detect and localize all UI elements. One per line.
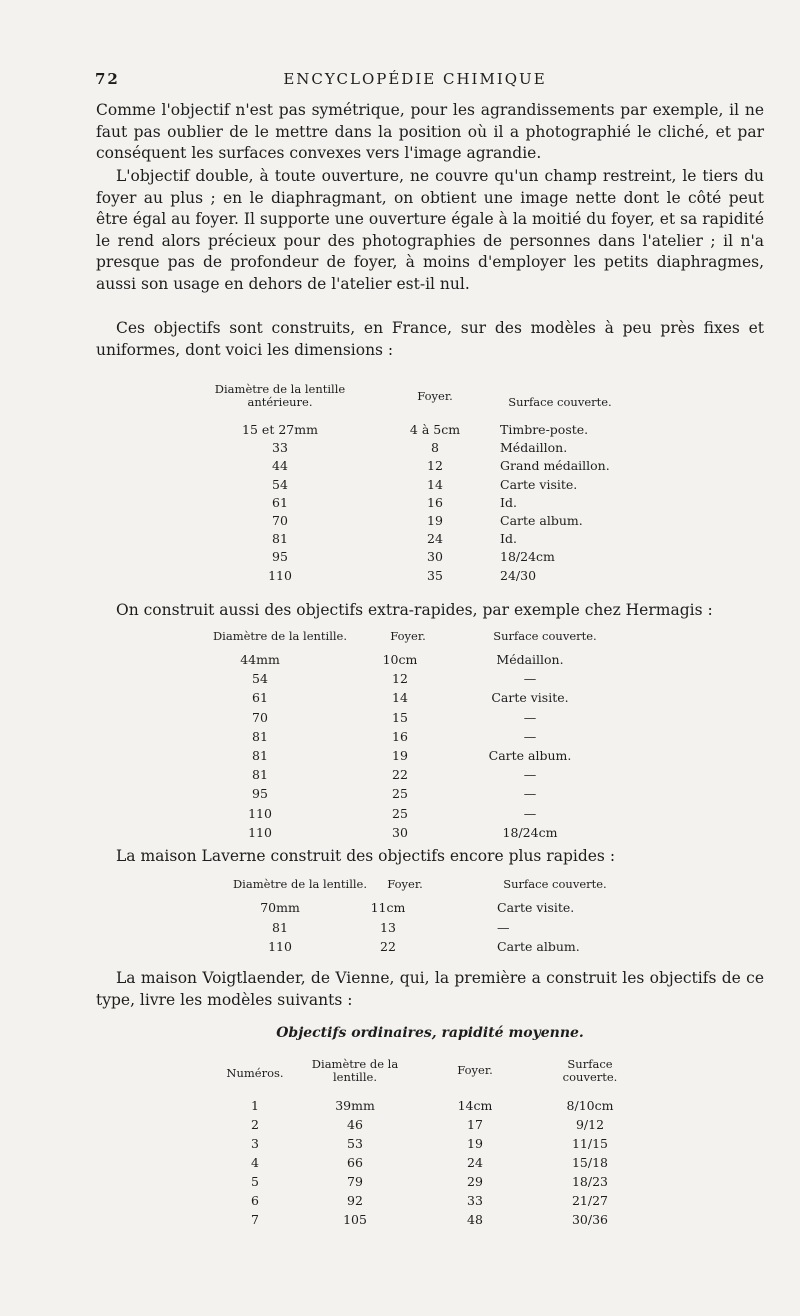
table2-cell: 81 bbox=[252, 728, 268, 744]
table2-cell: 16 bbox=[392, 728, 408, 744]
table2-cell: 110 bbox=[248, 805, 272, 821]
table2-cell: 14 bbox=[392, 690, 408, 706]
table1-header-focus: Foyer. bbox=[417, 389, 453, 403]
table1-cell: 61 bbox=[272, 494, 288, 510]
table2-header-diameter: Diamètre de la lentille. bbox=[212, 629, 348, 643]
table4-cell: 39mm bbox=[335, 1098, 375, 1113]
table4-header-diameter: Diamètre de la lentille. bbox=[311, 1057, 399, 1084]
table3-cell: 110 bbox=[268, 939, 292, 954]
table2-cell: 19 bbox=[392, 748, 408, 763]
table2-cell: 44mm bbox=[240, 652, 280, 667]
table1-cell: 54 bbox=[272, 476, 288, 492]
table2-cell: Médaillon. bbox=[496, 652, 564, 667]
table1-cell: 33 bbox=[272, 440, 288, 456]
table4-cell: 1 bbox=[251, 1098, 259, 1113]
paragraph-3: Ces objectifs sont construits, en France, sur des modèles à peu près fixes et uniformes, dont voici les dimensions : bbox=[96, 319, 764, 359]
table2-cell: 30 bbox=[392, 824, 408, 840]
table2-cell: 22 bbox=[392, 767, 408, 783]
table4-cell: 9/12 bbox=[575, 1117, 605, 1132]
table2-cell: — bbox=[523, 767, 537, 783]
table4-cell: 105 bbox=[343, 1212, 367, 1227]
table2-cell: 81 bbox=[252, 748, 268, 763]
table3-cell: 13 bbox=[380, 919, 396, 935]
table4-cell: 17 bbox=[467, 1117, 483, 1132]
paragraph-2: L'objectif double, à toute ouverture, ne couvre qu'un champ restreint, le tiers du foyer au plus ; en le diaphragmant, on obtient une image nette dont le côté peut être égal au foyer. Il supporte une ouverture égale à la moitié du foyer, et sa rapidité le rend alors précieux pour des photographies de personnes dans l'atelier ; il n'a presque pas de profondeur de foyer, à moins d'employer les petits diaphragmes, aussi son usage en dehors de l'atelier est-il nul. bbox=[96, 167, 764, 293]
table1-cell: 4 à 5cm bbox=[409, 422, 461, 437]
table2-cell: 110 bbox=[248, 824, 272, 840]
table1-cell: 35 bbox=[427, 567, 443, 583]
paragraph-6: La maison Voigtlaender, de Vienne, qui, la première a construit les objectifs de ce type, livre les modèles suivants : bbox=[96, 969, 764, 1009]
table4-cell: 19 bbox=[467, 1136, 483, 1151]
table4-cell: 18/23 bbox=[571, 1174, 609, 1189]
page-header bbox=[95, 70, 735, 94]
table4-cell: 24 bbox=[467, 1155, 483, 1170]
table4-cell: 33 bbox=[467, 1193, 483, 1208]
table2-cell: 15 bbox=[392, 709, 408, 725]
table2-cell: 54 bbox=[252, 671, 268, 687]
table4-cell: 92 bbox=[347, 1193, 363, 1208]
table4-cell: 15/18 bbox=[571, 1155, 609, 1170]
table1-cell: Timbre-poste. bbox=[500, 422, 589, 437]
table4-cell: 11/15 bbox=[571, 1136, 609, 1151]
table2-cell: 81 bbox=[252, 767, 268, 783]
table3-cell: 22 bbox=[380, 939, 396, 954]
table1-cell: 30 bbox=[427, 549, 443, 565]
table2-cell: 61 bbox=[252, 690, 268, 706]
table1-cell: 12 bbox=[427, 458, 443, 474]
table4-cell: 30/36 bbox=[571, 1212, 609, 1227]
table2-cell: 70 bbox=[252, 709, 268, 725]
table1-header-diameter: Diamètre de la lentille antérieure. bbox=[214, 382, 346, 409]
table4-cell: 29 bbox=[467, 1174, 483, 1189]
table2-cell: — bbox=[523, 709, 537, 725]
table4-caption: Objectifs ordinaires, rapidité moyenne. bbox=[276, 1025, 584, 1041]
table1-cell: 24/30 bbox=[500, 567, 537, 583]
table1-cell: 8 bbox=[431, 440, 439, 456]
table3-header-focus: Foyer. bbox=[387, 877, 423, 891]
table4-cell: 66 bbox=[347, 1155, 363, 1170]
table1-cell: Carte visite. bbox=[500, 476, 578, 492]
table2-cell: 95 bbox=[252, 786, 268, 802]
table4-header-focus: Foyer. bbox=[457, 1063, 493, 1077]
table1-cell: Grand médaillon. bbox=[500, 458, 610, 474]
table1-cell: Id. bbox=[500, 531, 517, 547]
table2-cell: 18/24cm bbox=[502, 824, 558, 840]
table3-cell: 70mm bbox=[260, 900, 300, 915]
table2-cell: — bbox=[523, 671, 537, 687]
table2-cell: — bbox=[523, 805, 537, 821]
table4-cell: 48 bbox=[467, 1212, 483, 1227]
table4-cell: 6 bbox=[251, 1193, 259, 1208]
table2-cell: — bbox=[523, 786, 537, 802]
table2-cell: 25 bbox=[392, 786, 408, 802]
table1-cell: 19 bbox=[427, 513, 443, 528]
table2-cell: Carte visite. bbox=[491, 690, 569, 706]
table4-cell: 3 bbox=[251, 1136, 259, 1151]
table3-header-diameter: Diamètre de la lentille. bbox=[232, 877, 368, 891]
table4-cell: 7 bbox=[251, 1212, 259, 1227]
table1-header-surface: Surface couverte. bbox=[508, 395, 612, 409]
table3-cell: — bbox=[497, 919, 510, 935]
table1-cell: 81 bbox=[272, 531, 288, 547]
table1-cell: Médaillon. bbox=[500, 440, 568, 456]
table4-cell: 46 bbox=[347, 1117, 363, 1132]
table1-cell: 18/24cm bbox=[500, 549, 555, 565]
table1-cell: 44 bbox=[272, 458, 288, 474]
table4-header-surface: Surface couverte. bbox=[562, 1057, 618, 1084]
table1-cell: 14 bbox=[427, 476, 443, 492]
table1-cell: Id. bbox=[500, 494, 517, 510]
table1-cell: 95 bbox=[272, 549, 288, 565]
running-title: ENCYCLOPÉDIE CHIMIQUE bbox=[283, 70, 547, 88]
table3-cell: Carte album. bbox=[497, 939, 580, 954]
paragraph-1: Comme l'objectif n'est pas symétrique, pour les agrandissements par exemple, il ne faut pas oublier de le mettre dans la position où il a photographié le cliché, et par conséquent les surfaces convexes vers l'image agrandie. bbox=[96, 101, 764, 162]
table3-cell: 11cm bbox=[370, 900, 406, 915]
table3-cell: Carte visite. bbox=[497, 900, 575, 915]
table4-cell: 8/10cm bbox=[566, 1098, 614, 1113]
table2-cell: 25 bbox=[392, 805, 408, 821]
table2-header-focus: Foyer. bbox=[390, 629, 426, 643]
table2-cell: Carte album. bbox=[488, 748, 572, 763]
table4-cell: 5 bbox=[251, 1174, 259, 1189]
paragraph-4: On construit aussi des objectifs extra-rapides, par exemple chez Hermagis : bbox=[116, 601, 713, 619]
table3-cell: 81 bbox=[272, 919, 288, 935]
table1-cell: 16 bbox=[427, 494, 443, 510]
table4-cell: 21/27 bbox=[571, 1193, 609, 1208]
page-number: 72 bbox=[95, 70, 120, 88]
table3-header-surface: Surface couverte. bbox=[503, 877, 607, 891]
table2-header-surface: Surface couverte. bbox=[493, 629, 597, 643]
table2-cell: — bbox=[523, 728, 537, 744]
table4-cell: 53 bbox=[347, 1136, 363, 1151]
paragraph-5: La maison Laverne construit des objectifs encore plus rapides : bbox=[116, 847, 616, 865]
table4-cell: 4 bbox=[251, 1155, 259, 1170]
table1-cell: 70 bbox=[272, 513, 288, 528]
table1-cell: Carte album. bbox=[500, 513, 583, 528]
table1-cell: 15 et 27mm bbox=[242, 422, 318, 437]
table4-cell: 79 bbox=[347, 1174, 363, 1189]
table4-cell: 2 bbox=[251, 1117, 259, 1132]
table4-header-number: Numéros. bbox=[226, 1066, 284, 1080]
table2-cell: 12 bbox=[392, 671, 408, 687]
table2-cell: 10cm bbox=[382, 652, 418, 667]
table1-cell: 24 bbox=[427, 531, 443, 547]
table1-cell: 110 bbox=[268, 567, 292, 583]
table4-cell: 14cm bbox=[457, 1098, 493, 1113]
